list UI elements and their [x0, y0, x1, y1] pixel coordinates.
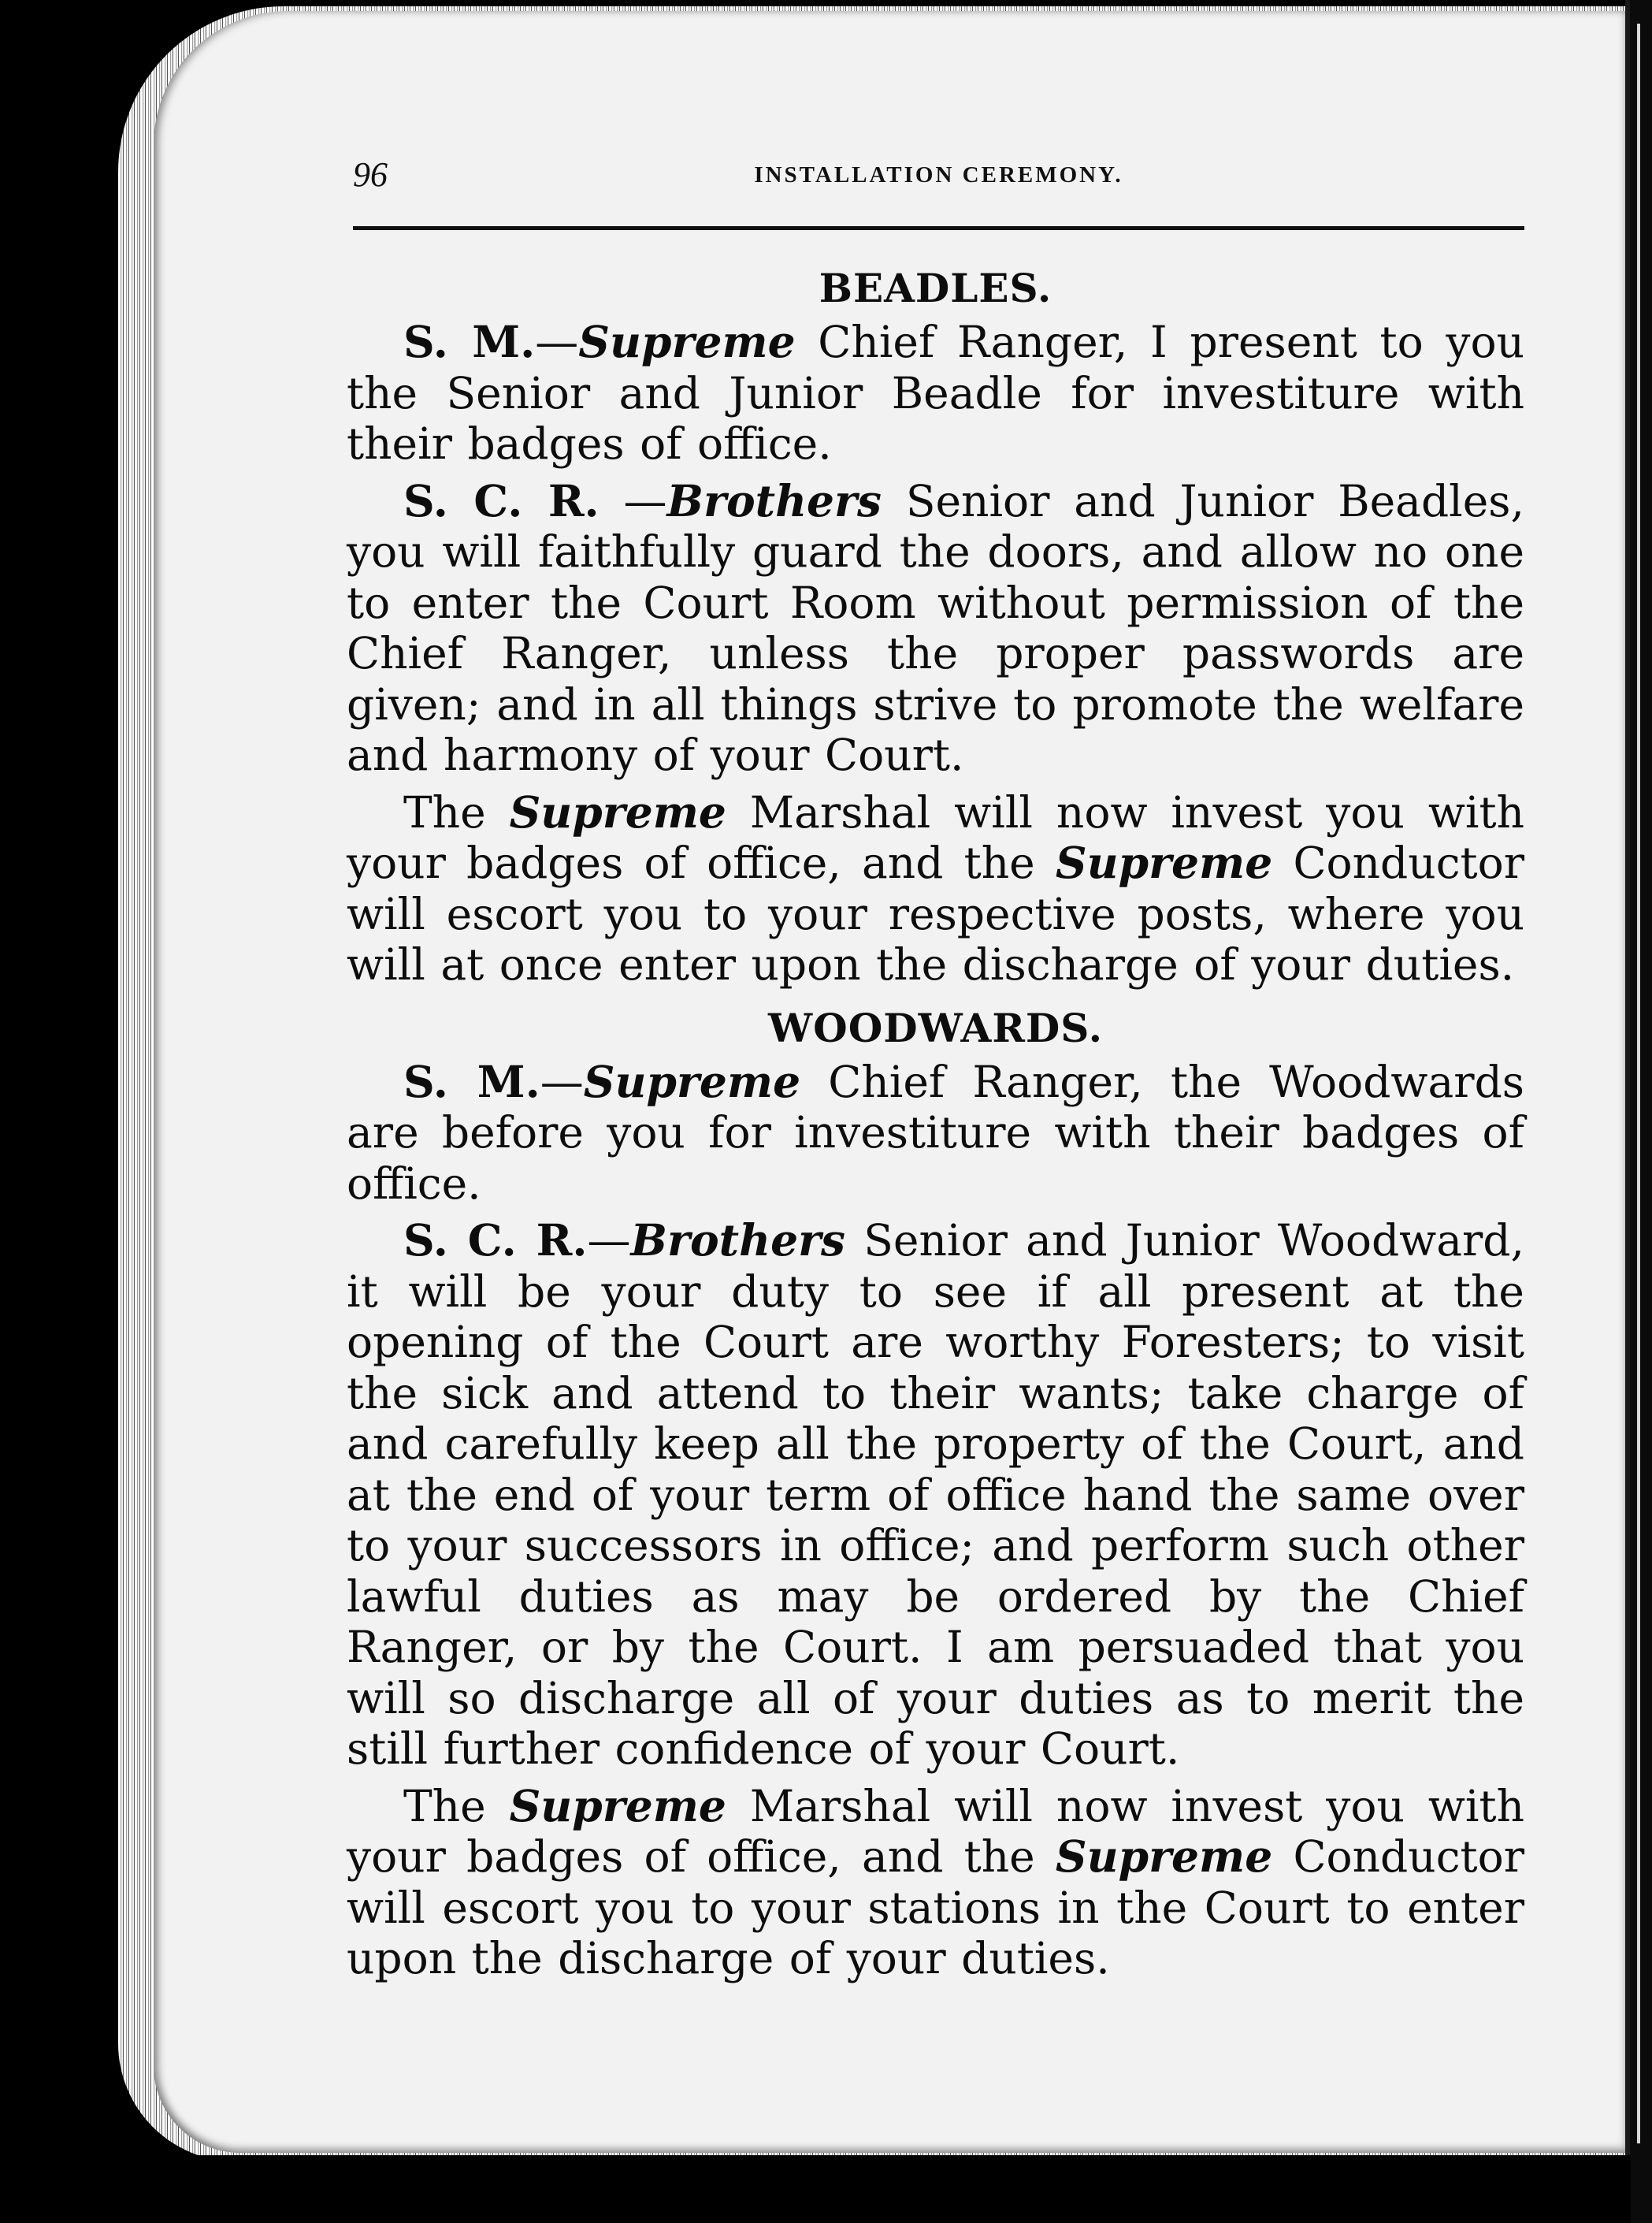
paragraph [347, 317, 1524, 470]
paragraph-text: Senior and Junior Woodward, it will be your duty to see if all present at the opening of the Court are worthy Foresters; to visit the sick and attend to their wants; take charge of and carefully keep all the property of the Court, and at the end of your term of office hand the same over to your successors in office; and perform such other lawful duties as may be ordered by the Chief Ranger, or by the Court. I am persuaded that you will so discharge all of your duties as to merit the still further confidence of your Court. [347, 1215, 1525, 1774]
emphasis-word: Brothers [630, 1214, 846, 1266]
paragraph-text: Chief Ranger, the Woodwards are before you for investiture with their badges of office. [347, 1056, 1524, 1209]
paragraph [347, 1215, 1524, 1775]
header-rule [353, 226, 1524, 230]
paragraph [347, 1057, 1524, 1210]
emphasis-word: Supreme [1055, 837, 1273, 888]
dash: — [535, 317, 579, 367]
right-margin-line [1637, 24, 1640, 2143]
dash: — [587, 1215, 631, 1266]
running-title: INSTALLATION CEREMONY. [754, 162, 1123, 188]
emphasis-word: Supreme [509, 1779, 726, 1831]
paragraph-middle: Marshal will now invest you with your badges of office, and the [347, 786, 1525, 888]
paragraph [347, 787, 1524, 991]
emphasis-word: Supreme [509, 786, 726, 838]
speaker-label: S. C. R. [403, 1214, 588, 1266]
section-heading-woodwards: WOODWARDS. [767, 1004, 1103, 1051]
emphasis-word: Supreme [578, 316, 796, 367]
speaker-label: S. M. [403, 316, 536, 367]
paragraph-text: Conductor will escort you to your stations in the Court to enter upon the discharge of your duties. [347, 1831, 1524, 1983]
paragraph-lead: The [403, 786, 510, 838]
paragraph-text: Senior and Junior Beadles, you will faithfully guard the doors, and allow no one to enter the Court Room without permission of the Chief Ranger, unless the proper passwords are given; and in all things strive to promote the welfare and harmony of your Court. [347, 475, 1525, 780]
speaker-label: S. C. R. [403, 474, 600, 526]
paragraph [347, 476, 1524, 781]
emphasis-word: Brothers [666, 474, 882, 526]
section-heading-beadles: BEADLES. [819, 265, 1052, 311]
paragraph-text: Chief Ranger, I present to you the Senior and Junior Beadle for investiture with their badges of office. [347, 317, 1524, 469]
bottom-shadow [118, 2155, 1631, 2223]
paragraph-lead: The [403, 1780, 510, 1831]
paragraph [347, 1781, 1524, 1984]
dash: — [540, 1056, 584, 1107]
paragraph-text: Conductor will escort you to your respective posts, where you will at once enter upon the discharge of your duties. [347, 838, 1524, 990]
paragraph-middle: Marshal will now invest you with your badges of office, and the [347, 1780, 1525, 1882]
dash: — [599, 475, 667, 526]
running-head [353, 154, 1524, 202]
emphasis-word: Supreme [583, 1055, 801, 1107]
page-number: 96 [353, 155, 388, 194]
text-body [347, 260, 1524, 1984]
speaker-label: S. M. [403, 1055, 540, 1107]
emphasis-word: Supreme [1055, 1831, 1273, 1882]
